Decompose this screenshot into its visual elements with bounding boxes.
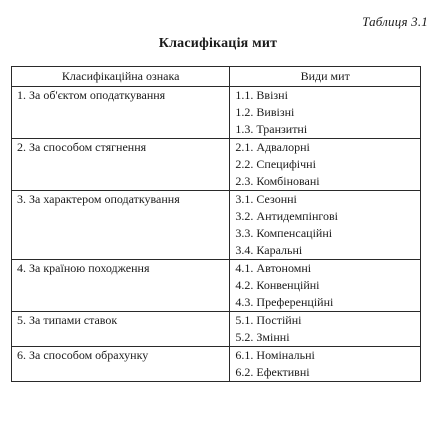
duty-types-cell (230, 312, 421, 347)
duty-types-cell (230, 139, 421, 191)
classification-table (11, 66, 421, 382)
duty-type-item: 1.1. Ввізні (235, 88, 288, 102)
table-header-row (12, 67, 421, 87)
table-number: Таблиця 3.1 (362, 14, 428, 29)
duty-type-item: 6.1. Номінальні (235, 348, 315, 362)
duty-type-item: 4.3. Преференційні (235, 295, 334, 309)
duty-type-item: 5.2. Змінні (235, 330, 290, 344)
duty-type-item: 2.2. Специфічні (235, 157, 316, 171)
duty-types-cell (230, 191, 421, 260)
duty-type-item: 3.3. Компенсаційні (235, 226, 333, 240)
table-row (12, 312, 421, 347)
header-classification-sign: Класифікаційна ознака (12, 67, 230, 87)
classification-sign-cell: 3. За характером оподаткування (12, 191, 230, 260)
duty-type-item: 1.3. Транзитні (235, 122, 308, 136)
table-row (12, 191, 421, 260)
duty-types-cell (230, 260, 421, 312)
table-row (12, 347, 421, 382)
duty-type-item: 4.1. Автономні (235, 261, 312, 275)
classification-sign-cell: 6. За способом обрахунку (12, 347, 230, 382)
duty-type-item: 4.2. Конвенційні (235, 278, 320, 292)
duty-types-cell (230, 87, 421, 139)
duty-type-item: 3.4. Каральні (235, 243, 303, 257)
duty-type-item: 3.2. Антидемпінгові (235, 209, 338, 223)
table-body (12, 87, 421, 382)
duty-type-item: 5.1. Постійні (235, 313, 302, 327)
classification-sign-cell: 1. За об'єктом оподаткування (12, 87, 230, 139)
header-duty-types: Види мит (230, 67, 421, 87)
duty-types-cell (230, 347, 421, 382)
classification-sign-cell: 5. За типами ставок (12, 312, 230, 347)
table-row (12, 87, 421, 139)
table-row (12, 139, 421, 191)
duty-type-item: 2.1. Адвалорні (235, 140, 310, 154)
duty-type-item: 1.2. Вивізні (235, 105, 295, 119)
classification-sign-cell: 4. За країною походження (12, 260, 230, 312)
duty-type-item: 6.2. Ефективні (235, 365, 310, 379)
table-row (12, 260, 421, 312)
duty-type-item: 2.3. Комбіновані (235, 174, 320, 188)
classification-sign-cell: 2. За способом стягнення (12, 139, 230, 191)
table-title: Класифікація мит (158, 36, 278, 51)
duty-type-item: 3.1. Сезонні (235, 192, 297, 206)
